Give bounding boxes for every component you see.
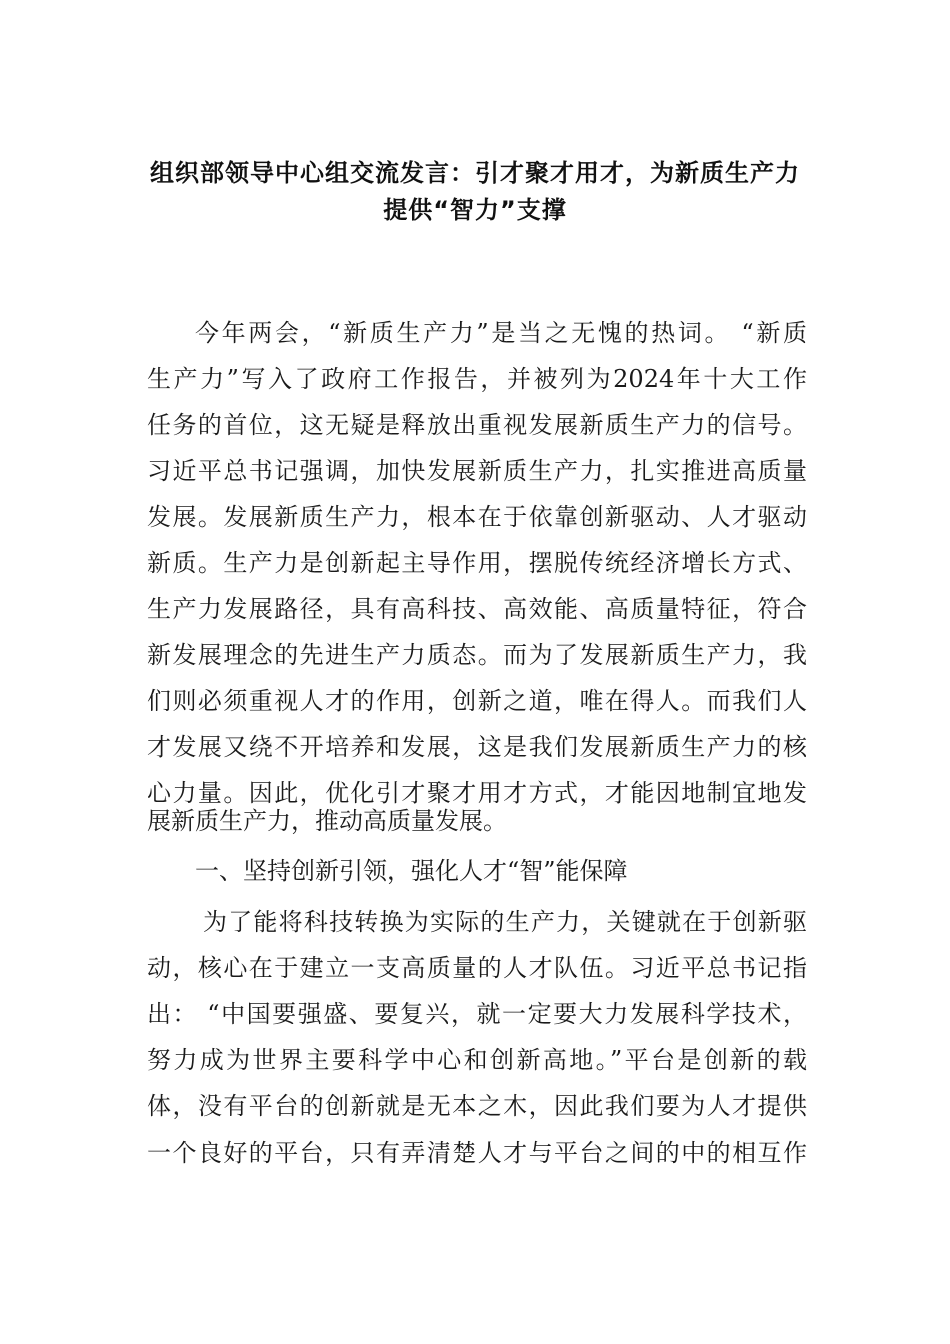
paragraph-line: 体，没有平台的创新就是无本之木，因此我们要为人才提供 xyxy=(147,1092,807,1120)
section-heading: 一、坚持创新引领，强化人才“智”能保障 xyxy=(195,857,628,885)
paragraph-line: 习近平总书记强调，加快发展新质生产力，扎实推进高质量 xyxy=(147,457,807,485)
paragraph-line: 生产力”写入了政府工作报告，并被列为2024年十大工作 xyxy=(147,365,807,393)
paragraph-line: 努力成为世界主要科学中心和创新高地。”平台是创新的载 xyxy=(147,1046,807,1074)
paragraph-line: 一个良好的平台，只有弄清楚人才与平台之间的中的相互作 xyxy=(147,1139,807,1167)
paragraph-line: 出： “中国要强盛、要复兴，就一定要大力发展科学技术， xyxy=(147,1000,807,1028)
document-title xyxy=(140,155,810,229)
paragraph-line: 新质。生产力是创新起主导作用，摆脱传统经济增长方式、 xyxy=(147,549,807,577)
paragraph-line: 展新质生产力，推动高质量发展。 xyxy=(147,807,507,835)
paragraph-line: 为了能将科技转换为实际的生产力，关键就在于创新驱 xyxy=(203,908,807,936)
paragraph-line: 动，核心在于建立一支高质量的人才队伍。习近平总书记指 xyxy=(147,954,807,982)
paragraph-line: 今年两会，“新质生产力”是当之无愧的热词。 “新质 xyxy=(195,319,807,347)
paragraph-line: 任务的首位，这无疑是释放出重视发展新质生产力的信号。 xyxy=(147,411,807,439)
paragraph-line: 发展。发展新质生产力，根本在于依靠创新驱动、人才驱动 xyxy=(147,503,807,531)
paragraph-line: 心力量。因此，优化引才聚才用才方式，才能因地制宜地发 xyxy=(147,779,807,807)
title-line-2: 提供“智力”支撑 xyxy=(383,196,567,224)
title-line-1: 组织部领导中心组交流发言：引才聚才用才，为新质生产力 xyxy=(150,159,800,187)
paragraph-line: 们则必须重视人才的作用，创新之道，唯在得人。而我们人 xyxy=(147,687,807,715)
paragraph-line: 生产力发展路径，具有高科技、高效能、高质量特征，符合 xyxy=(147,595,807,623)
paragraph-line: 新发展理念的先进生产力质态。而为了发展新质生产力，我 xyxy=(147,641,807,669)
paragraph-line: 才发展又绕不开培养和发展，这是我们发展新质生产力的核 xyxy=(147,733,807,761)
